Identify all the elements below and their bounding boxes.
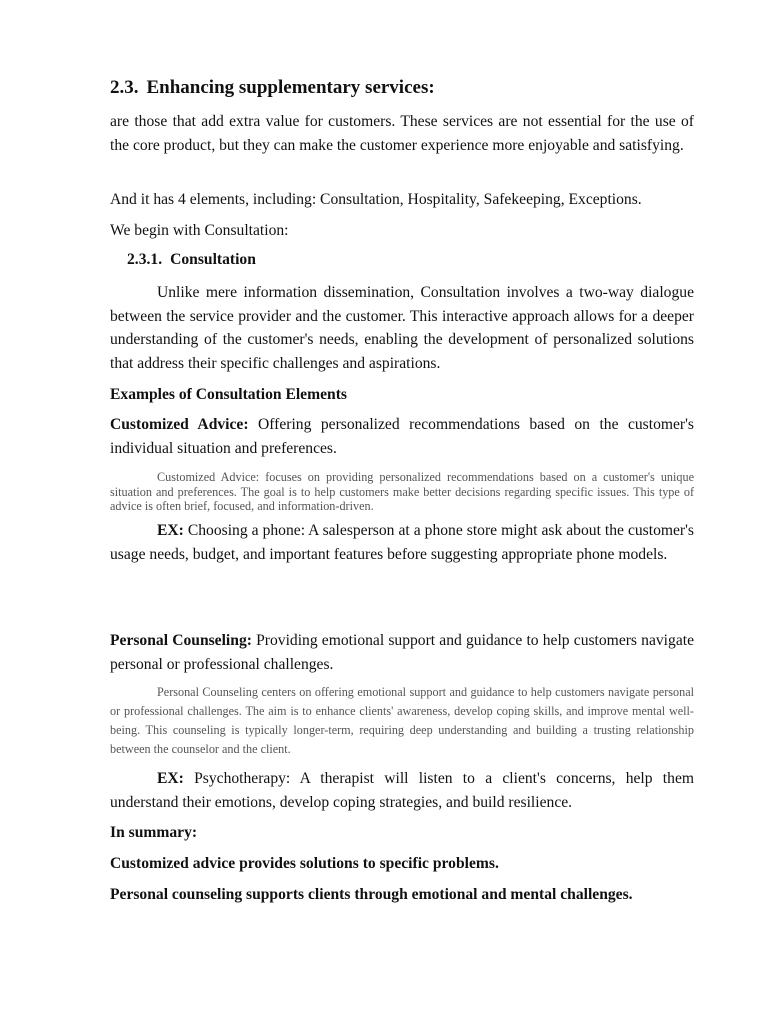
examples-heading: Examples of Consultation Elements — [110, 386, 347, 403]
summary-line-1: Customized advice provides solutions to specific problems. — [110, 855, 499, 872]
customized-example-text: Choosing a phone: A salesperson at a phone store might ask about the customer's usage needs, budget, and important features before suggesting appropriate phone models. — [110, 522, 694, 563]
customized-example-paragraph — [110, 519, 694, 566]
begin-line: We begin with Consultation: — [110, 222, 289, 239]
summary-line-2: Personal counseling supports clients through emotional and mental challenges. — [110, 886, 633, 903]
section-title: Enhancing supplementary services: — [146, 77, 435, 98]
customized-advice-note: Customized Advice: focuses on providing personalized recommendations based on a customer's unique situation and preferences. The goal is to help customers make better decisions regarding specific issues. This type of advice is often brief, focused, and information-driven. — [110, 470, 694, 513]
consultation-paragraph: Unlike mere information dissemination, Consultation involves a two-way dialogue between the service provider and the customer. This interactive approach allows for a deeper understanding of the customer's needs, enabling the development of personalized solutions that address their specific challenges and aspirations. — [110, 284, 694, 372]
personal-counseling-text: Providing emotional support and guidance to help customers navigate personal or professional challenges. — [110, 632, 694, 673]
section-number: 2.3. — [110, 77, 139, 98]
customized-advice-text: Offering personalized recommendations based on the customer's individual situation and preferences. — [110, 416, 694, 457]
counseling-example-text: Psychotherapy: A therapist will listen to a client's concerns, help them understand their emotions, develop coping strategies, and build resilience. — [110, 770, 694, 811]
counseling-example-lead: EX: — [157, 770, 184, 787]
customized-advice-lead: Customized Advice: — [110, 416, 249, 433]
intro-paragraph: are those that add extra value for customers. These services are not essential for the use of the core product, but they can make the customer experience more enjoyable and satisfying. — [110, 113, 694, 154]
counseling-example-paragraph — [110, 767, 694, 814]
elements-line: And it has 4 elements, including: Consultation, Hospitality, Safekeeping, Exceptions. — [110, 191, 642, 208]
personal-counseling-paragraph — [110, 629, 694, 676]
customized-advice-paragraph — [110, 413, 694, 460]
personal-counseling-note: Personal Counseling centers on offering emotional support and guidance to help customers navigate personal or professional challenges. The aim is to enhance clients' awareness, develop coping skills, and improve mental well-being. This counseling is typically longer-term, requiring deep understanding and building a trusting relationship between the counselor and the client. — [110, 685, 694, 756]
personal-counseling-lead: Personal Counseling: — [110, 632, 252, 649]
subsection-number: 2.3.1. — [127, 251, 163, 268]
summary-heading: In summary: — [110, 824, 198, 841]
subsection-title: Consultation — [170, 251, 256, 268]
customized-example-lead: EX: — [157, 522, 184, 539]
subsection-heading — [127, 251, 256, 269]
section-heading — [110, 77, 435, 99]
